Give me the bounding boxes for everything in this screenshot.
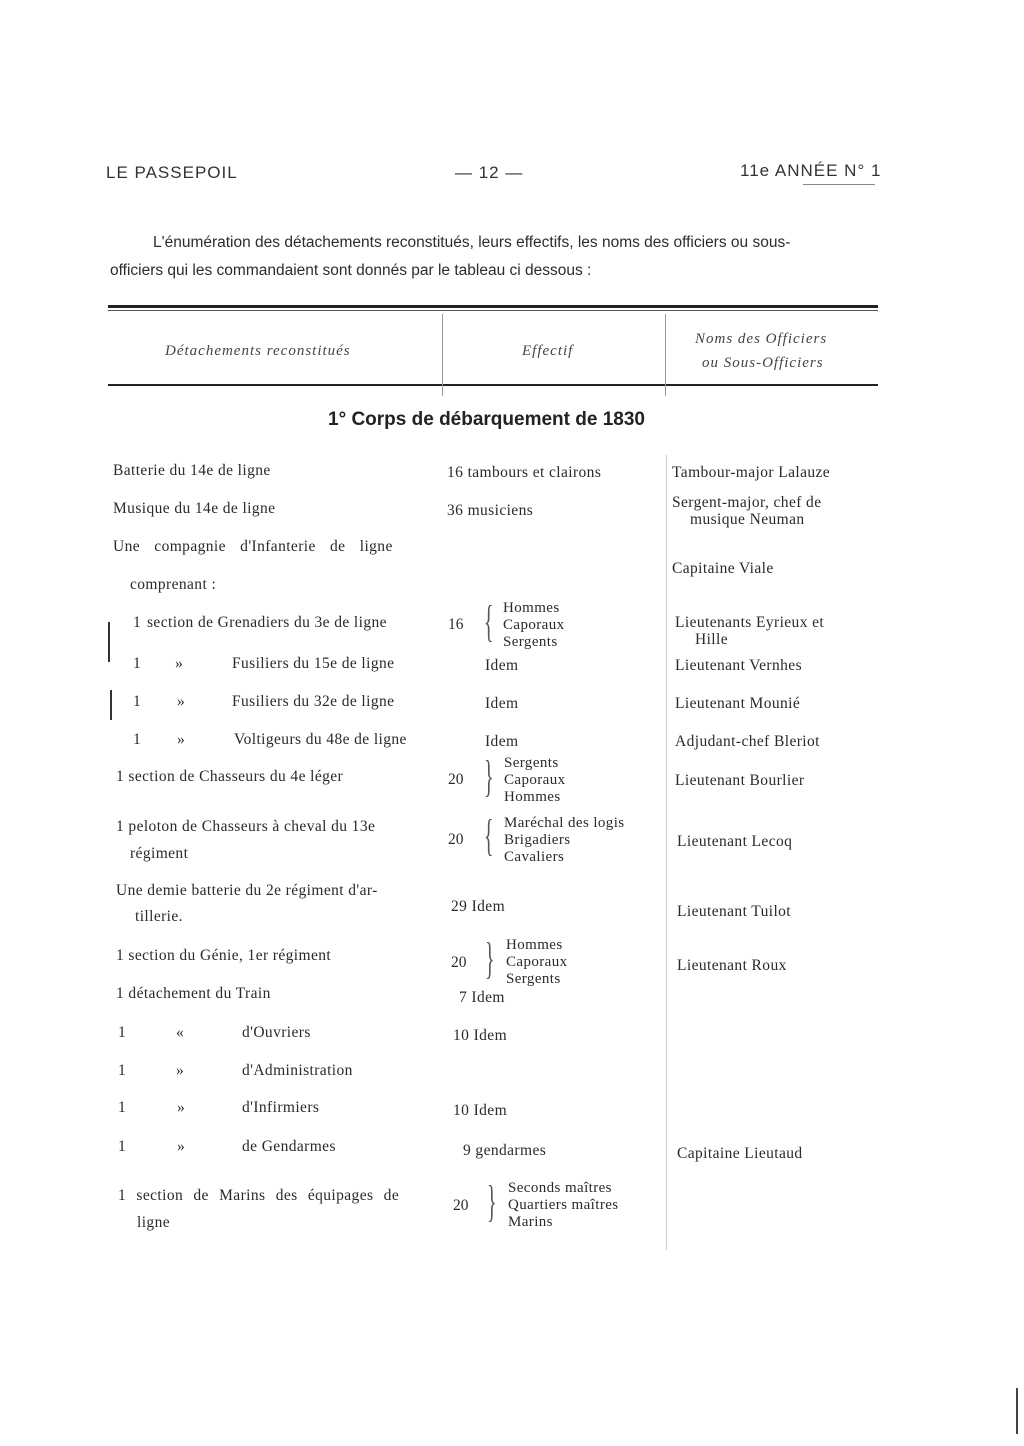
- row-6-effectif: Idem: [485, 733, 519, 750]
- row-9-effectif: 29 Idem: [451, 898, 506, 915]
- intro-line-2: officiers qui les commandaient sont donnés par le tableau ci dessous :: [110, 262, 592, 279]
- row-16-rank-3: Marins: [508, 1214, 553, 1230]
- row-3-count: 1: [133, 614, 142, 631]
- row-5-mark: »: [177, 693, 186, 710]
- intro-line-1: L'énumération des détachements reconstitués, leurs effectifs, les noms des officiers ou sous-: [153, 234, 791, 251]
- row-3-officer-text-1: Lieutenants Eyrieux et: [675, 614, 825, 631]
- row-4-mark: »: [175, 655, 184, 672]
- row-13-detachment: d'Administration: [242, 1062, 353, 1079]
- row-1-officer-line-1: [672, 494, 880, 512]
- row-4-officer: Lieutenant Vernhes: [675, 657, 802, 674]
- row-10-officer: Lieutenant Roux: [677, 957, 787, 974]
- row-8-officer: Lieutenant Lecoq: [677, 833, 793, 850]
- row-10-rank-2: Caporaux: [506, 954, 568, 970]
- table-top-rule: [108, 305, 878, 308]
- row-2-detachment-2: comprenant :: [130, 576, 217, 593]
- row-8-number: 20: [448, 831, 464, 848]
- row-4-detachment: Fusiliers du 15e de ligne: [232, 655, 395, 672]
- row-5-detachment: Fusiliers du 32e de ligne: [232, 693, 395, 710]
- running-title: LE PASSEPOIL: [106, 163, 238, 182]
- row-16-detachment-1: 1 section de Marins des équipages de: [118, 1187, 400, 1204]
- col-header-officers-2: ou Sous-Officiers: [702, 355, 824, 371]
- row-5-officer: Lieutenant Mounié: [675, 695, 801, 712]
- row-8-detachment-2: régiment: [130, 845, 189, 862]
- company-bracket-bottom: [110, 690, 112, 720]
- row-12-mark: «: [176, 1024, 185, 1041]
- row-12-detachment: d'Ouvriers: [242, 1024, 311, 1041]
- row-10-number: 20: [451, 954, 467, 971]
- row-16-detachment-2: ligne: [137, 1214, 170, 1231]
- row-14-effectif: 10 Idem: [453, 1102, 508, 1119]
- row-2-detachment-1: Une compagnie d'Infanterie de ligne: [113, 538, 393, 555]
- row-2-officer: Capitaine Viale: [672, 560, 774, 577]
- row-4-effectif: Idem: [485, 657, 519, 674]
- row-8-rank-3: Cavaliers: [504, 849, 565, 865]
- row-15-detachment: de Gendarmes: [242, 1138, 336, 1155]
- row-15-officer: Capitaine Lieutaud: [677, 1145, 803, 1162]
- row-8-rank-2: Brigadiers: [504, 832, 571, 848]
- row-14-count: 1: [118, 1099, 127, 1116]
- row-5-effectif: Idem: [485, 695, 519, 712]
- row-9-detachment-1: Une demie batterie du 2e régiment d'ar-: [116, 882, 378, 899]
- row-16-rank-2: Quartiers maîtres: [508, 1197, 619, 1213]
- col-header-detachments: Détachements reconstitués: [165, 343, 351, 359]
- row-8-detachment-1: 1 peloton de Chasseurs à cheval du 13e: [116, 818, 376, 835]
- row-15-mark: »: [177, 1138, 186, 1155]
- row-4-count: 1: [133, 655, 142, 672]
- row-3-rank-3: Sergents: [503, 634, 558, 650]
- row-8-rank-1: Maréchal des logis: [504, 815, 625, 831]
- row-7-rank-2: Caporaux: [504, 772, 566, 788]
- row-12-effectif: 10 Idem: [453, 1027, 508, 1044]
- row-13-count: 1: [118, 1062, 127, 1079]
- row-6-mark: »: [177, 731, 186, 748]
- table-header-bottom-rule: [108, 384, 878, 386]
- row-1-officer-text-1: Sergent-major, chef de: [672, 494, 822, 511]
- row-5-count: 1: [133, 693, 142, 710]
- row-16-number: 20: [453, 1197, 469, 1214]
- row-14-mark: »: [177, 1099, 186, 1116]
- row-6-count: 1: [133, 731, 142, 748]
- row-8-brace-icon: {: [484, 811, 494, 860]
- row-3-officer-line-2: Hille: [695, 631, 728, 648]
- row-9-detachment-2: tillerie.: [135, 908, 183, 925]
- page-number: — 12 —: [455, 163, 524, 182]
- row-11-detachment: 1 détachement du Train: [116, 985, 271, 1002]
- row-10-rank-1: Hommes: [506, 937, 563, 953]
- issue-number: 11e ANNÉE N° 1: [740, 161, 882, 180]
- row-10-rank-3: Sergents: [506, 971, 561, 987]
- row-7-brace-icon: }: [484, 752, 494, 801]
- scan-edge-mark: [1016, 1388, 1018, 1434]
- row-0-detachment: Batterie du 14e de ligne: [113, 462, 271, 479]
- row-6-detachment: Voltigeurs du 48e de ligne: [234, 731, 407, 748]
- row-7-rank-1: Sergents: [504, 755, 559, 771]
- issue-underline: [803, 184, 875, 185]
- row-3-brace-icon: {: [484, 597, 494, 646]
- row-11-effectif: 7 Idem: [459, 989, 505, 1006]
- row-10-detachment: 1 section du Génie, 1er régiment: [116, 947, 332, 964]
- row-16-brace-icon: }: [487, 1177, 497, 1226]
- row-1-effectif: 36 musiciens: [447, 502, 534, 519]
- row-3-number: 16: [448, 616, 464, 633]
- row-7-number: 20: [448, 771, 464, 788]
- officers-column-guide: [666, 455, 667, 1250]
- table-top-rule-thin: [108, 310, 878, 311]
- col-header-effectif: Effectif: [522, 343, 574, 359]
- col-header-officers-1: Noms des Officiers: [695, 331, 828, 347]
- row-10-brace-icon: }: [485, 934, 495, 983]
- row-7-officer: Lieutenant Bourlier: [675, 772, 805, 789]
- row-1-officer-line-2: musique Neuman: [690, 511, 805, 528]
- row-16-rank-1: Seconds maîtres: [508, 1180, 612, 1196]
- row-3-rank-2: Caporaux: [503, 617, 565, 633]
- header-col-divider-2: [665, 314, 666, 396]
- row-3-officer-line-1: [675, 614, 881, 632]
- row-15-effectif: 9 gendarmes: [463, 1142, 547, 1159]
- row-12-count: 1: [118, 1024, 127, 1041]
- row-3-detachment: section de Grenadiers du 3e de ligne: [147, 614, 387, 631]
- section-title: 1° Corps de débarquement de 1830: [328, 409, 645, 430]
- row-7-rank-3: Hommes: [504, 789, 561, 805]
- row-6-officer: Adjudant-chef Bleriot: [675, 733, 820, 750]
- row-3-rank-1: Hommes: [503, 600, 560, 616]
- row-13-mark: »: [176, 1062, 185, 1079]
- row-0-effectif: 16 tambours et clairons: [447, 464, 602, 481]
- row-14-detachment: d'Infirmiers: [242, 1099, 320, 1116]
- company-bracket-top: [108, 622, 110, 662]
- header-col-divider-1: [442, 314, 443, 396]
- row-1-detachment: Musique du 14e de ligne: [113, 500, 276, 517]
- row-15-count: 1: [118, 1138, 127, 1155]
- row-7-detachment: 1 section de Chasseurs du 4e léger: [116, 768, 344, 785]
- row-9-officer: Lieutenant Tuilot: [677, 903, 792, 920]
- row-0-officer: Tambour-major Lalauze: [672, 464, 831, 481]
